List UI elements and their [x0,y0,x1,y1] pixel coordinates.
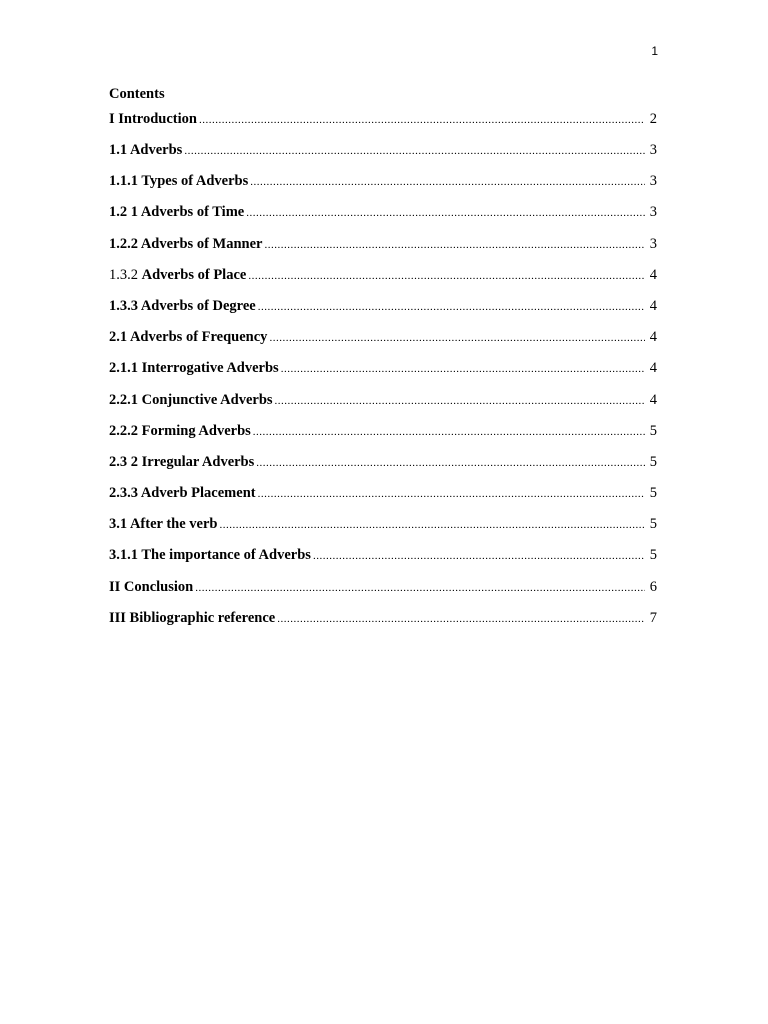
dot-leader [184,145,645,157]
toc-entry-conclusion[interactable] [109,579,657,610]
toc-entry-title: 2.3 2 Irregular Adverbs [109,453,255,470]
contents-heading: Contents [109,86,165,102]
dot-leader [269,332,645,344]
toc-entry-page: 5 [649,485,657,502]
dot-leader [258,301,645,313]
toc-entry-title: Adverbs of Place [141,266,247,283]
toc-entry-page: 4 [649,266,657,283]
toc-entry-title: 3.1.1 The importance of Adverbs [109,547,311,564]
toc-entry-adverbs-of-manner[interactable] [109,236,657,267]
toc-entry-page: 4 [649,391,657,408]
toc-entry-page: 6 [649,578,657,595]
toc-entry-introduction[interactable] [109,111,657,142]
toc-entry-page: 3 [649,173,657,190]
toc-entry-page: 4 [649,329,657,346]
toc-entry-number: 1.3.2 [109,266,142,283]
toc-entry-title: 3.1 After the verb [109,516,218,533]
toc-entry-importance-of-adverbs[interactable] [109,547,657,578]
toc-entry-title: 2.2.1 Conjunctive Adverbs [109,391,273,408]
table-of-contents [109,111,657,641]
toc-entry-page: 3 [649,142,657,158]
dot-leader [219,519,645,531]
toc-entry-adverbs-of-time[interactable] [109,204,657,235]
dot-leader [256,457,645,469]
toc-entry-page: 4 [649,297,657,314]
toc-entry-adverbs-of-frequency[interactable] [109,329,657,360]
toc-entry-adverbs[interactable] [109,142,657,173]
toc-entry-page: 3 [649,235,657,252]
dot-leader [250,176,645,188]
toc-entry-adverbs-of-degree[interactable] [109,298,657,329]
dot-leader [248,270,645,282]
toc-entry-title: 2.1 Adverbs of Frequency [109,329,268,346]
toc-entry-page: 5 [649,453,657,470]
toc-entry-title: III Bibliographic reference [109,609,276,626]
toc-entry-adverb-placement[interactable] [109,485,657,516]
toc-entry-after-the-verb[interactable] [109,516,657,547]
dot-leader [199,114,645,126]
toc-entry-title: II Conclusion [109,578,194,595]
toc-entry-adverbs-of-place[interactable] [109,267,657,298]
dot-leader [246,207,645,219]
dot-leader [264,239,645,251]
toc-entry-page: 5 [649,516,657,533]
toc-entry-page: 4 [649,360,657,377]
toc-entry-types-of-adverbs[interactable] [109,173,657,204]
toc-entry-page: 2 [649,111,657,127]
toc-entry-interrogative-adverbs[interactable] [109,360,657,391]
toc-entry-page: 7 [649,609,657,626]
toc-entry-title: 1.2.2 Adverbs of Manner [109,235,263,252]
toc-entry-irregular-adverbs[interactable] [109,454,657,485]
page-number: 1 [651,44,658,58]
dot-leader [195,582,645,594]
dot-leader [277,613,645,625]
toc-entry-bibliographic-reference[interactable] [109,610,657,641]
toc-entry-title: 2.2.2 Forming Adverbs [109,422,251,439]
toc-entry-title-wrapper [109,267,246,284]
toc-entry-page: 5 [649,422,657,439]
dot-leader [281,363,645,375]
toc-entry-conjunctive-adverbs[interactable] [109,392,657,423]
dot-leader [275,395,645,407]
toc-entry-forming-adverbs[interactable] [109,423,657,454]
toc-entry-title: 2.3.3 Adverb Placement [109,485,256,502]
toc-entry-title: I Introduction [109,111,197,127]
dot-leader [313,550,645,562]
toc-entry-page: 3 [649,204,657,221]
dot-leader [253,426,645,438]
toc-entry-title: 1.3.3 Adverbs of Degree [109,297,256,314]
toc-entry-title: 1.1.1 Types of Adverbs [109,173,249,190]
toc-entry-title: 1.1 Adverbs [109,142,183,158]
toc-entry-title: 1.2 1 Adverbs of Time [109,204,245,221]
toc-entry-page: 5 [649,547,657,564]
toc-entry-title: 2.1.1 Interrogative Adverbs [109,360,279,377]
dot-leader [258,488,645,500]
